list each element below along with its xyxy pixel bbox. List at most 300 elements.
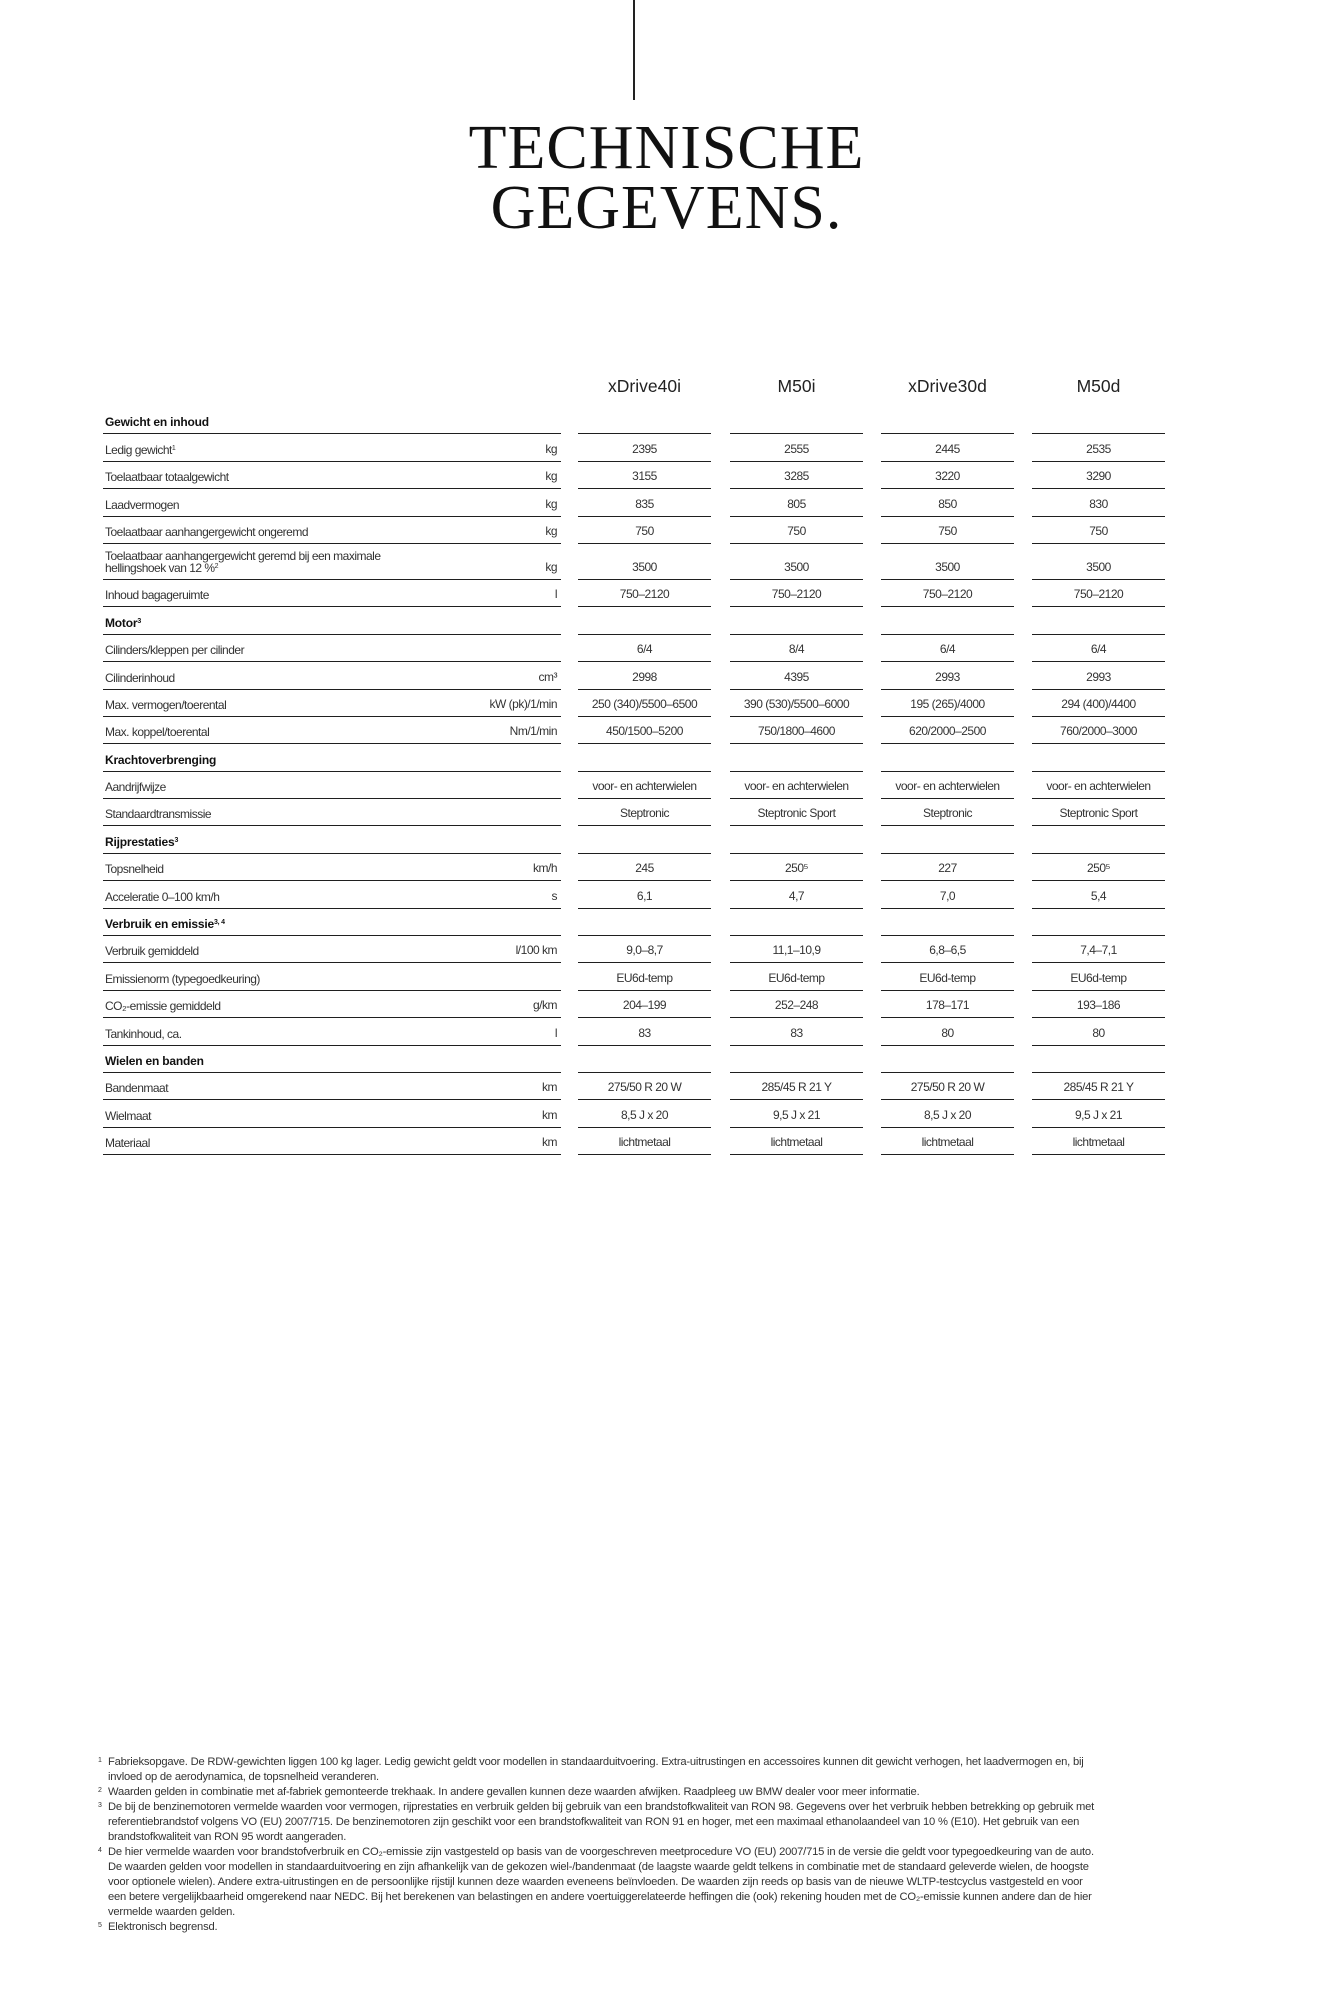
spec-value-cell xyxy=(881,1018,1014,1045)
section-header-row xyxy=(101,407,1167,434)
footnote-number: 1 xyxy=(98,1757,102,1764)
spec-unit: kg xyxy=(545,469,557,484)
spec-value: 4,7 xyxy=(788,888,805,903)
section-header-row xyxy=(101,744,1167,771)
spec-label: Bandenmaat xyxy=(105,1081,169,1096)
spec-value: lichtmetaal xyxy=(1072,1135,1125,1150)
spec-value: 193–186 xyxy=(1076,998,1121,1013)
spec-value-cell xyxy=(730,690,863,717)
spec-value: 450/1500–5200 xyxy=(606,724,683,739)
spec-label: Wielmaat xyxy=(105,1108,152,1123)
spec-value: 830 xyxy=(1089,496,1108,511)
spec-label-cell xyxy=(103,517,561,544)
spec-value: 9,5 J x 21 xyxy=(772,1107,821,1122)
spec-value-cell xyxy=(578,881,711,908)
spec-value-cell xyxy=(1032,963,1165,990)
spec-label: CO₂-emissie gemiddeld xyxy=(105,999,221,1014)
spec-value: EU6d-temp xyxy=(768,970,825,985)
section-empty-cell xyxy=(881,744,1014,771)
spec-table xyxy=(101,407,1167,1155)
spec-label: Acceleratie 0–100 km/h xyxy=(105,889,220,904)
spec-value: 2535 xyxy=(1086,441,1111,456)
spec-value-cell xyxy=(578,799,711,826)
footnote-number: 5 xyxy=(98,1922,102,1929)
spec-row xyxy=(101,635,1167,662)
spec-row xyxy=(101,1128,1167,1155)
spec-label-cell xyxy=(103,1073,561,1100)
section-header-row xyxy=(101,909,1167,936)
spec-value: EU6d-temp xyxy=(616,970,673,985)
section-empty-cell xyxy=(578,607,711,634)
spec-label-cell xyxy=(103,881,561,908)
spec-value-cell xyxy=(1032,854,1165,881)
spec-value-cell xyxy=(881,462,1014,489)
spec-value-cell xyxy=(881,517,1014,544)
spec-label-cell xyxy=(103,580,561,607)
spec-value-cell xyxy=(1032,489,1165,516)
spec-value-cell xyxy=(578,1100,711,1127)
spec-unit: Nm/1/min xyxy=(509,724,557,739)
spec-value-cell xyxy=(1032,1128,1165,1155)
spec-value-cell xyxy=(730,1073,863,1100)
spec-label: Standaardtransmissie xyxy=(105,807,212,822)
spec-value-cell xyxy=(730,517,863,544)
spec-value-cell xyxy=(1032,991,1165,1018)
spec-value: 620/2000–2500 xyxy=(909,724,986,739)
spec-value: 3155 xyxy=(632,469,657,484)
spec-value-cell xyxy=(1032,881,1165,908)
spec-label-cell xyxy=(103,635,561,662)
spec-label-cell xyxy=(103,1018,561,1045)
section-title-sup: 3 xyxy=(174,836,179,844)
spec-value-cell xyxy=(578,936,711,963)
page-title-line-2: GEGEVENS. xyxy=(490,174,843,242)
section-empty-cell xyxy=(881,607,1014,634)
spec-value-cell xyxy=(1032,544,1165,580)
spec-unit: km xyxy=(542,1135,557,1150)
spec-value: voor- en achterwielen xyxy=(1046,779,1151,794)
section-empty-cell xyxy=(730,407,863,434)
spec-value: 227 xyxy=(938,861,957,876)
spec-value-cell xyxy=(881,1073,1014,1100)
spec-value: 750–2120 xyxy=(771,587,822,602)
spec-unit: kg xyxy=(545,496,557,511)
spec-value: 6,1 xyxy=(636,888,653,903)
spec-value-cell xyxy=(578,662,711,689)
spec-value: lichtmetaal xyxy=(770,1135,823,1150)
spec-value: 178–171 xyxy=(925,998,970,1013)
section-title-cell xyxy=(103,744,561,771)
spec-label: Inhoud bagageruimte xyxy=(105,588,209,603)
spec-value: 250⁵ xyxy=(785,861,808,876)
section-empty-cell xyxy=(730,607,863,634)
spec-value: 750 xyxy=(1089,523,1108,538)
section-empty-cell xyxy=(1032,407,1165,434)
spec-label: Toelaatbaar totaalgewicht xyxy=(105,470,229,485)
spec-value-cell xyxy=(730,462,863,489)
spec-label: Tankinhoud, ca. xyxy=(105,1026,182,1041)
model-header-xdrive30d: xDrive30d xyxy=(908,376,987,396)
footnote xyxy=(98,1785,1098,1800)
footnote-text: Waarden gelden in combinatie met af-fabriek gemonteerde trekhaak. In andere gevallen kunnen deze waarden afwijken. Raadpleeg uw BMW dealer voor meer informatie. xyxy=(108,1786,920,1798)
spec-value: 760/2000–3000 xyxy=(1060,724,1137,739)
section-empty-cell xyxy=(578,407,711,434)
spec-value-cell xyxy=(1032,717,1165,744)
spec-row xyxy=(101,1018,1167,1045)
spec-label-cell xyxy=(103,462,561,489)
spec-value-cell xyxy=(1032,799,1165,826)
spec-value: 3500 xyxy=(784,559,809,574)
spec-value-cell xyxy=(730,1100,863,1127)
spec-value-cell xyxy=(730,544,863,580)
spec-value: 8,5 J x 20 xyxy=(620,1107,669,1122)
section-empty-cell xyxy=(881,407,1014,434)
spec-unit: l xyxy=(554,587,557,602)
spec-row xyxy=(101,881,1167,908)
section-title-cell xyxy=(103,407,561,434)
spec-value: 3500 xyxy=(935,559,960,574)
spec-label: Max. koppel/toerental xyxy=(105,725,210,740)
section-title: Krachtoverbrenging xyxy=(105,752,217,767)
section-header-row xyxy=(101,1046,1167,1073)
spec-value-cell xyxy=(578,517,711,544)
spec-value-cell xyxy=(1032,580,1165,607)
spec-value: 2395 xyxy=(632,441,657,456)
section-header-row xyxy=(101,607,1167,634)
section-empty-cell xyxy=(1032,744,1165,771)
spec-value-cell xyxy=(578,772,711,799)
spec-label-cell xyxy=(103,662,561,689)
section-empty-cell xyxy=(730,744,863,771)
footnote-number: 3 xyxy=(98,1802,102,1809)
spec-unit: l/100 km xyxy=(515,943,557,958)
spec-value: 204–199 xyxy=(622,998,667,1013)
spec-unit: km/h xyxy=(532,861,557,876)
section-empty-cell xyxy=(578,909,711,936)
section-title-sup: 3, 4 xyxy=(213,919,225,927)
spec-value-cell xyxy=(730,489,863,516)
spec-value-cell xyxy=(881,854,1014,881)
spec-label-cell xyxy=(103,690,561,717)
spec-row xyxy=(101,717,1167,744)
spec-unit: g/km xyxy=(532,998,557,1013)
spec-value: 390 (530)/5500–6000 xyxy=(743,696,850,711)
spec-row xyxy=(101,772,1167,799)
spec-value: 250⁵ xyxy=(1087,861,1110,876)
spec-value: 850 xyxy=(938,496,957,511)
spec-value: 83 xyxy=(638,1025,651,1040)
spec-value: 3220 xyxy=(935,469,960,484)
spec-label: Toelaatbaar aanhangergewicht ongeremd xyxy=(105,524,308,539)
spec-value-cell xyxy=(578,1128,711,1155)
spec-unit: l xyxy=(554,1025,557,1040)
spec-value-cell xyxy=(578,854,711,881)
spec-value: Steptronic Sport xyxy=(757,806,836,821)
spec-value-cell xyxy=(1032,1018,1165,1045)
spec-value-cell xyxy=(1032,1073,1165,1100)
footnote-text: De bij de benzinemotoren vermelde waarden voor vermogen, rijprestaties en verbruik gelden bij gebruik van een brandstofkwaliteit van RON 98. Gegevens over het verbruik hebben betrekking op gebruik met referentiebrandstof volgens VO (EU) 2007/715. De benzinemotoren zijn geschikt voor een brandstofkwaliteit van RON 91 en hoger, met een maximaal ethanolaandeel van 10 % (E10). Het gebruik van een brandstofkwaliteit van RON 95 wordt aangeraden. xyxy=(108,1801,1095,1843)
spec-label: Verbruik gemiddeld xyxy=(105,944,199,959)
spec-label-cell xyxy=(103,489,561,516)
spec-label: Emissienorm (typegoedkeuring) xyxy=(105,971,260,986)
spec-row xyxy=(101,936,1167,963)
page-title-line-1: TECHNISCHE xyxy=(468,114,865,182)
spec-value: lichtmetaal xyxy=(618,1135,671,1150)
spec-value-cell xyxy=(578,434,711,461)
spec-row xyxy=(101,991,1167,1018)
spec-label-cell xyxy=(103,991,561,1018)
section-title-cell xyxy=(103,826,561,853)
spec-label: Materiaal xyxy=(105,1136,150,1151)
spec-value-cell xyxy=(578,462,711,489)
spec-unit: km xyxy=(542,1080,557,1095)
spec-value: Steptronic xyxy=(922,806,973,821)
spec-value-cell xyxy=(881,881,1014,908)
model-header-m50d: M50d xyxy=(1076,376,1121,396)
spec-value: 805 xyxy=(787,496,806,511)
spec-value: 750 xyxy=(938,523,957,538)
spec-value-cell xyxy=(1032,1100,1165,1127)
spec-value: 8,5 J x 20 xyxy=(923,1107,972,1122)
spec-value-cell xyxy=(730,936,863,963)
spec-value: lichtmetaal xyxy=(921,1135,974,1150)
spec-value: 3285 xyxy=(784,469,809,484)
spec-value: 83 xyxy=(790,1025,803,1040)
spec-value-cell xyxy=(578,690,711,717)
spec-value-cell xyxy=(730,1018,863,1045)
footnote xyxy=(98,1920,1098,1935)
spec-value: 750–2120 xyxy=(1073,587,1124,602)
spec-value: 7,0 xyxy=(939,888,956,903)
spec-value: Steptronic xyxy=(619,806,670,821)
spec-value-cell xyxy=(578,544,711,580)
spec-value: 80 xyxy=(1092,1025,1105,1040)
spec-label: Cilinderinhoud xyxy=(105,670,175,685)
spec-value-cell xyxy=(730,799,863,826)
spec-value-cell xyxy=(881,717,1014,744)
spec-row xyxy=(101,963,1167,990)
section-empty-cell xyxy=(578,1046,711,1073)
spec-value: 2993 xyxy=(1086,669,1111,684)
spec-label-cell xyxy=(103,854,561,881)
spec-value-cell xyxy=(730,717,863,744)
spec-value: 2998 xyxy=(632,669,657,684)
spec-row xyxy=(101,517,1167,544)
section-empty-cell xyxy=(578,744,711,771)
spec-value: 9,5 J x 21 xyxy=(1074,1107,1123,1122)
spec-value-cell xyxy=(881,544,1014,580)
spec-value-cell xyxy=(730,580,863,607)
spec-value-cell xyxy=(1032,635,1165,662)
spec-unit: kg xyxy=(545,559,557,574)
spec-value-cell xyxy=(881,690,1014,717)
spec-row xyxy=(101,544,1167,580)
spec-value: 245 xyxy=(635,861,654,876)
spec-value: 6,8–6,5 xyxy=(929,943,966,958)
spec-value-cell xyxy=(881,434,1014,461)
section-empty-cell xyxy=(730,1046,863,1073)
spec-value-cell xyxy=(881,772,1014,799)
spec-value: 294 (400)/4400 xyxy=(1061,696,1136,711)
spec-value: 2445 xyxy=(935,441,960,456)
spec-label-cell xyxy=(103,434,561,461)
spec-unit: kg xyxy=(545,523,557,538)
spec-value-cell xyxy=(730,635,863,662)
spec-value-cell xyxy=(578,1018,711,1045)
spec-unit: s xyxy=(551,888,557,903)
spec-value: 195 (265)/4000 xyxy=(910,696,985,711)
spec-label-cell xyxy=(103,1128,561,1155)
section-empty-cell xyxy=(881,909,1014,936)
section-title: Motor$^3$ xyxy=(105,615,142,630)
footnotes xyxy=(98,1755,1098,1935)
section-empty-cell xyxy=(578,826,711,853)
spec-value-cell xyxy=(881,799,1014,826)
footnote-text: Fabrieksopgave. De RDW-gewichten liggen 100 kg lager. Ledig gewicht geldt voor modellen in standaarduitvoering. Extra-uitrustingen en accessoires kunnen dit gewicht verhogen, het laadvermogen en, bij invloed op de aerodynamica, de topsnelheid veranderen. xyxy=(108,1756,1084,1783)
spec-value: 2555 xyxy=(784,441,809,456)
spec-row xyxy=(101,1073,1167,1100)
spec-value: 80 xyxy=(941,1025,954,1040)
spec-value: 835 xyxy=(635,496,654,511)
spec-value-cell xyxy=(1032,772,1165,799)
spec-value: 275/50 R 20 W xyxy=(910,1080,985,1095)
top-divider-line xyxy=(633,0,635,100)
spec-value: 5,4 xyxy=(1090,888,1107,903)
model-header-xdrive40i: xDrive40i xyxy=(608,376,681,396)
section-empty-cell xyxy=(1032,607,1165,634)
spec-value-cell xyxy=(1032,936,1165,963)
spec-label: Cilinders/kleppen per cilinder xyxy=(105,643,245,658)
footnote-text: De hier vermelde waarden voor brandstofverbruik en CO₂-emissie zijn vastgesteld op basis van de voorgeschreven meetprocedure VO (EU) 2007/715 in de versie die geldt voor typegoedkeuring van de auto. De waarden gelden voor modellen in standaarduitvoering en zijn afhankelijk van de gekozen wiel-/bandenmaat (de laagste waarde geldt telkens in combinatie met de standaard geleverde wielen, de hoogste voor optionele wielen). Andere extra-uitrustingen en de persoonlijke rijstijl kunnen deze waarden eveneens beïnvloeden. De waarden zijn reeds op basis van de nieuwe WLTP-testcyclus vastgesteld en voor een betere vergelijkbaarheid omgerekend naar NEDC. Bij het berekenen van belastingen en andere voertuiggerelateerde heffingen die (ook) rekening houden met de CO₂-emissie kunnen andere dan de hier vermelde waarden gelden. xyxy=(108,1846,1094,1918)
spec-value-cell xyxy=(730,991,863,1018)
spec-value-cell xyxy=(881,963,1014,990)
section-empty-cell xyxy=(881,826,1014,853)
section-header-row xyxy=(101,826,1167,853)
footnote-text: Elektronisch begrensd. xyxy=(108,1921,218,1933)
section-title-cell xyxy=(103,909,561,936)
spec-value-cell xyxy=(881,635,1014,662)
footnote-number: 4 xyxy=(98,1847,102,1854)
section-empty-cell xyxy=(1032,909,1165,936)
spec-value: EU6d-temp xyxy=(919,970,976,985)
spec-row xyxy=(101,462,1167,489)
section-empty-cell xyxy=(881,1046,1014,1073)
spec-label-sup: 1 xyxy=(171,444,176,452)
spec-value-cell xyxy=(1032,462,1165,489)
spec-label-cell xyxy=(103,936,561,963)
spec-value: 285/45 R 21 Y xyxy=(761,1080,832,1095)
spec-value: 750 xyxy=(787,523,806,538)
spec-label: Topsnelheid xyxy=(105,862,164,877)
spec-label-sup: 2 xyxy=(214,562,218,570)
spec-value: 750 xyxy=(635,523,654,538)
spec-value: 750/1800–4600 xyxy=(758,724,835,739)
spec-value: 3290 xyxy=(1086,469,1111,484)
spec-unit: kW (pk)/1/min xyxy=(489,696,557,711)
section-title-sup: 3 xyxy=(137,617,142,625)
spec-value-cell xyxy=(881,991,1014,1018)
spec-value: voor- en achterwielen xyxy=(895,779,1000,794)
spec-label-cell xyxy=(103,717,561,744)
section-title: Verbruik en emissie$^{3, 4}$ xyxy=(105,917,225,932)
spec-value-cell xyxy=(1032,434,1165,461)
spec-label-cell xyxy=(103,544,561,580)
spec-unit: cm³ xyxy=(538,669,557,684)
spec-label-line-1: Toelaatbaar aanhangergewicht geremd bij een maximale xyxy=(105,548,381,563)
spec-value-cell xyxy=(578,635,711,662)
spec-label-cell xyxy=(103,772,561,799)
spec-value: 11,1–10,9 xyxy=(772,943,821,958)
spec-value: voor- en achterwielen xyxy=(592,779,697,794)
spec-value-cell xyxy=(578,489,711,516)
section-empty-cell xyxy=(730,826,863,853)
spec-value-cell xyxy=(881,662,1014,689)
spec-value-cell xyxy=(730,963,863,990)
section-title-cell xyxy=(103,607,561,634)
spec-label-cell xyxy=(103,963,561,990)
spec-label: Ledig gewicht$^1$ xyxy=(105,442,176,457)
spec-value-cell xyxy=(578,991,711,1018)
footnote xyxy=(98,1800,1098,1845)
spec-value-cell xyxy=(578,1073,711,1100)
spec-value: 9,0–8,7 xyxy=(626,943,663,958)
spec-value: 750–2120 xyxy=(619,587,670,602)
spec-value-cell xyxy=(730,1128,863,1155)
spec-value-cell xyxy=(1032,690,1165,717)
spec-value: 2993 xyxy=(935,669,960,684)
spec-value: 250 (340)/5500–6500 xyxy=(591,696,698,711)
spec-label-cell xyxy=(103,799,561,826)
spec-value-cell xyxy=(881,936,1014,963)
spec-label-cell xyxy=(103,1100,561,1127)
spec-value: 6/4 xyxy=(636,642,653,657)
spec-value: 3500 xyxy=(632,559,657,574)
spec-value: 275/50 R 20 W xyxy=(607,1080,682,1095)
spec-value: EU6d-temp xyxy=(1070,970,1127,985)
spec-value: 6/4 xyxy=(939,642,956,657)
spec-value-cell xyxy=(1032,517,1165,544)
section-empty-cell xyxy=(1032,826,1165,853)
spec-value-cell xyxy=(730,854,863,881)
spec-value: 4395 xyxy=(784,669,809,684)
spec-row xyxy=(101,662,1167,689)
section-empty-cell xyxy=(1032,1046,1165,1073)
spec-value: 285/45 R 21 Y xyxy=(1063,1080,1134,1095)
spec-value-cell xyxy=(730,434,863,461)
section-title: Wielen en banden xyxy=(105,1053,204,1068)
page-title xyxy=(0,114,1333,242)
section-title: Gewicht en inhoud xyxy=(105,415,209,430)
spec-value-cell xyxy=(730,881,863,908)
spec-row xyxy=(101,580,1167,607)
section-empty-cell xyxy=(730,909,863,936)
spec-value-cell xyxy=(1032,662,1165,689)
spec-value: 750–2120 xyxy=(922,587,973,602)
spec-value: voor- en achterwielen xyxy=(744,779,849,794)
spec-label-line-2: hellingshoek van 12 %$^2$ xyxy=(105,560,218,575)
spec-label: Max. vermogen/toerental xyxy=(105,697,227,712)
footnote xyxy=(98,1755,1098,1785)
spec-value: Steptronic Sport xyxy=(1059,806,1138,821)
spec-value: 7,4–7,1 xyxy=(1080,943,1117,958)
spec-value-cell xyxy=(578,580,711,607)
spec-label xyxy=(105,550,381,574)
spec-value-cell xyxy=(730,772,863,799)
spec-unit: km xyxy=(542,1107,557,1122)
spec-value: 8/4 xyxy=(788,642,805,657)
section-title-cell xyxy=(103,1046,561,1073)
spec-unit: kg xyxy=(545,441,557,456)
